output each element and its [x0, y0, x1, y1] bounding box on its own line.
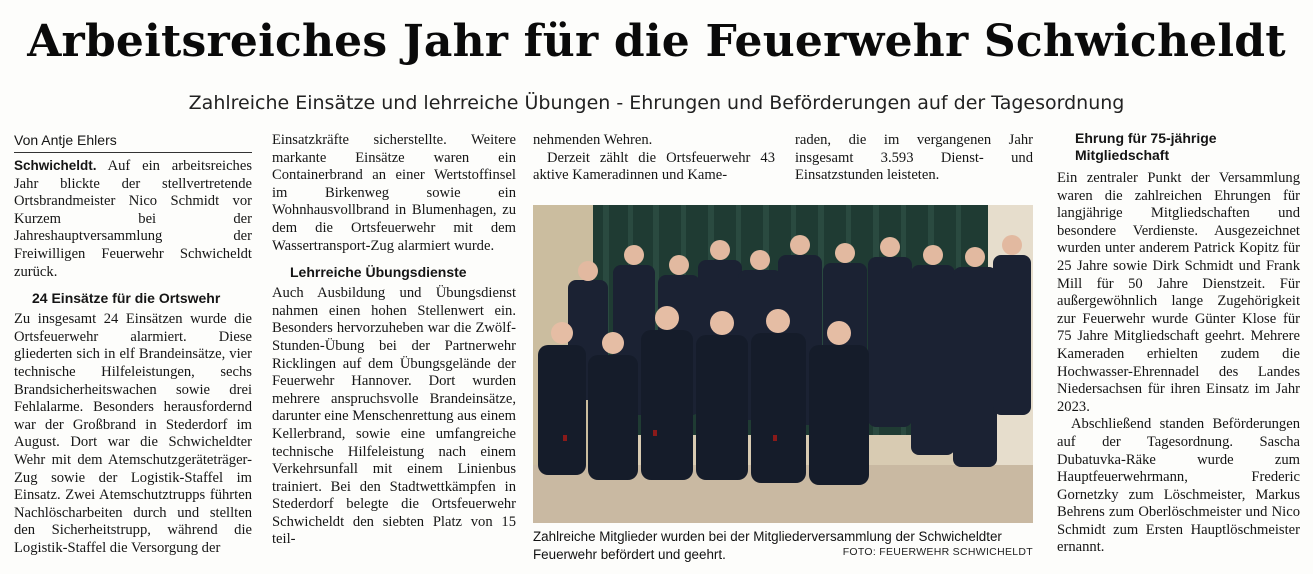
byline: Von Antje Ehlers — [14, 132, 252, 153]
photo-caption: Zahlreiche Mitglieder wurden bei der Mitgliederversammlung der Schwicheldter Feuerwehr befördert und geehrt. — [533, 529, 1002, 562]
column-2 — [272, 132, 516, 549]
paragraph: Ein zentraler Punkt der Versammlung waren die zahlreichen Ehrungen für langjährige Mitgliedschaften und besondere Verdienste. Ausgezeichnet wurden unter anderem Patrick Kopitz für 25 Jahre sowie Dirk Schmidt und Frank Mill für 50 Jahre Dienstzeit. Für außergewöhnlich lange Zugehörigkeit zur Feuerwehr wurde Günter Klose für 75 Jahre Mitgliedschaft geehrt. Mehrere Kameraden erhielten zudem die Hochwasser-Ehrennadel des Landes Niedersachsen für ihren Einsatz im Jahr 2023. — [1057, 170, 1300, 415]
paragraph: raden, die im vergangenen Jahr insgesamt 3.593 Dienst- und Einsatzstunden leisteten. — [795, 132, 1033, 184]
paragraph: Auch Ausbildung und Übungsdienst nahmen einen hohen Stellenwert ein. Besonders hervorzuheben war die Zwölf-Stunden-Übung bei der Partnerwehr Ricklingen auf dem Übungsgelände der Feuerwehr Hannover. Dort wurden mehrere anspruchsvolle Brandeinsätze, darunter eine Menschenrettung aus einem Kellerbrand, sowie eine umfangreiche technische Hilfeleistung nach einem Verkehrsunfall mit einem Linienbus trainiert. Bei den Stadtwettkämpfen in Stederdorf belegte die Ortsfeuerwehr Schwicheldt den siebten Platz von 15 teil- — [272, 285, 516, 548]
column-4 — [795, 132, 1033, 185]
intro-text: Auf ein arbeitsreiches Jahr blickte der stellvertretende Ortsbrandmeister Nico Schmidt vor Kurzem bei der Jahreshauptversammlung der Freiwilligen Feuerwehr Schwicheldt zurück. — [14, 158, 252, 280]
headline: Arbeitsreiches Jahr für die Feuerwehr Schwicheldt — [27, 16, 1286, 67]
subheadline: Zahlreiche Einsätze und lehrreiche Übungen - Ehrungen und Beförderungen auf der Tagesordnung — [188, 92, 1125, 114]
column-5 — [1057, 132, 1300, 557]
group-photo — [533, 205, 1033, 523]
paragraph: nehmenden Wehren. — [533, 132, 653, 148]
paragraph: Einsatzkräfte sicherstellte. Weitere markante Einsätze waren ein Containerbrand an einer Wertstoffinsel im Birkenweg sowie ein Wohnhausvollbrand in Blumenhagen, zu dem die Ortsfeuerwehr mit dem Wassertransport-Zug alarmiert wurde. — [272, 132, 516, 254]
subhead-einsaetze: 24 Einsätze für die Ortswehr — [32, 290, 221, 307]
subhead-uebungsdienste: Lehrreiche Übungsdienste — [290, 264, 467, 281]
intro-paragraph — [14, 157, 252, 281]
column-1 — [14, 132, 252, 557]
paragraph: Abschließend standen Beförderungen auf der Tagesordnung. Sascha Dubatuvka-Räke wurde zum Hauptfeuerwehrmann, Frederic Gornetzky zum Löschmeister, Markus Behrens zum Oberlöschmeister und Nico Schmidt zum Ersten Hauptlöschmeister ernannt. — [1057, 416, 1300, 556]
paragraph: Derzeit zählt die Ortsfeuerwehr 43 aktive Kameradinnen und Kame- — [533, 149, 775, 184]
subhead-ehrung: Ehrung für 75-jährige Mitgliedschaft — [1075, 130, 1217, 163]
photo-credit: FOTO: FEUERWEHR SCHWICHELDT — [842, 546, 1033, 558]
paragraph: Zu insgesamt 24 Einsätzen wurde die Ortsfeuerwehr alarmiert. Diese gliederten sich in elf Brandeinsätze, vier technische Hilfeleistungen, sechs Brandsicherheitswachen sowie drei Fehlalarme. Besonders herausfordernd war der Großbrand in Stederdorf im August. Dort war die Schwicheldter Wehr mit dem Atemschutzgeräteträger-Zug sowie der Logistik-Staffel im Einsatz. Zwei Atemschutztrupps führten Nachlöscharbeiten durch und stellten den Sicherheitstrupp, während die Logistik-Staffel die Versorgung der — [14, 311, 252, 556]
dateline: Schwicheldt. — [14, 158, 97, 173]
column-3 — [533, 132, 775, 185]
group-photo-illustration — [533, 205, 1033, 523]
